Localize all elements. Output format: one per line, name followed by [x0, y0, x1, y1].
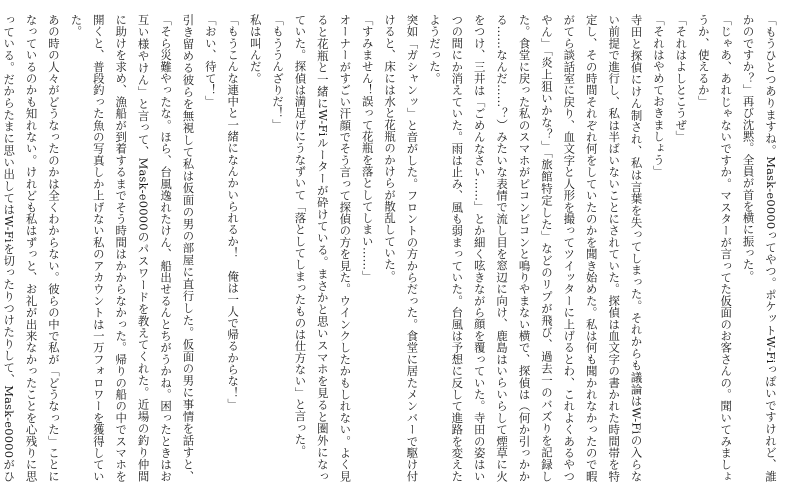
paragraph: 引き留める彼らを無視して私は仮面の男の部屋に直行した。仮面の男に事情を話すと、「そら災難やったな。ほら、台風逸れたけん、船出せるんとちがうかね。困ったときはお互い様やけん」と言って、Mask-e0000のパスワードを教えてくれた。近場の釣り仲間に助けを求め、漁船が到着するまでそう時間はかからなかった。帰りの船の中でスマホを開くと、普段釣った魚の写真しか上げない私のアカウントは一万フォロワーを獲得していた。 — [69, 14, 196, 482]
paragraph: オーナーがすごい汗顔でそう言って探偵の方を見た。ウインクしたかもしれない。よく見ると花瓶と一緒にW-Fiルーターが砕けている。まさかと思いスマホを見ると圏外になっていた。探偵は満足げにうなずいて「落としてしまったものは仕方ない」と言った。 — [293, 14, 353, 482]
paragraph: 私は叫んだ。 — [248, 14, 263, 84]
paragraph: 「もうこんな連中と一緒になんかいられるか！ 俺は一人で帰るからな！」 — [226, 14, 241, 411]
paragraph: 「すみません！誤って花瓶を落としてしまい……」 — [360, 14, 375, 282]
paragraph: 「それはやめておきましょう」 — [651, 14, 666, 178]
paragraph: あの時の人々がどうなったのかは全くわからない。彼らの中で私が「どうなった」ことになっているのかも知れない。けれども私はずっと、お礼が出来なかったことを心残りに思っている。だからたまに思い出してはW-Fiを切ったりつけたりして、Mask-e0000がひ — [2, 14, 61, 482]
paragraph: 「おい、待て！」 — [203, 14, 218, 108]
paragraph: 「それはよしとこうぜ」 — [674, 14, 689, 143]
paragraph: 寺田と探偵にけん制され、私は言葉を失ってしまった。それからも議論はW-Fiの入らない前提で進行し、私は半ばいないことにされていた。探偵は血文字の書かれた時間帯を特定し、その時間それぞれ何をしていたのかを聞き始めた。私は何も聞かれなかったので暇がてら談話室に戻り、血文字と人形を撮ってツイッターに上げるとわ、これよくあるやつやん」「炎上狙いかな？」「旅館特定した」などのリプが飛び、過去一のバズりを記録した。食堂に戻った私のスマホがピコンピコンと鳴りやまない横で、探偵は（何か引っかかる……なんだ……？）みたいな表情で流し目を窓辺に向け、鹿島はいらいらして煙草に火をつけ、三井は「ごめんなさい……」とか細く呟きながら顔を覆っていた。寺田の姿はいつの間にか消えていた。雨は止み、風も弱まっていた。台風は予想に反して進路を変えたようだった。 — [427, 14, 644, 482]
paragraph: 「もうひとつありますね。Mask-e0000ってやつ。ポケットW-Fiっぽいですけれど、誰かのですか？」再び沈黙。全員が首を横に振った。 — [741, 14, 778, 482]
paragraph: 「もううんざりだ！」 — [271, 14, 286, 131]
paragraph: 「じゃあ、あれじゃないですか。マスターが言ってた仮面のお客さんの。聞いてみましょうか、使えるか」 — [696, 14, 734, 482]
vertical-text-body — [2, 14, 782, 482]
paragraph: 突如「ガシャンッ」と音がした。フロントの方からだった。食堂に居たメンバーで駆け付けると、床には水と花瓶のかけらが散乱していた。 — [383, 14, 420, 482]
